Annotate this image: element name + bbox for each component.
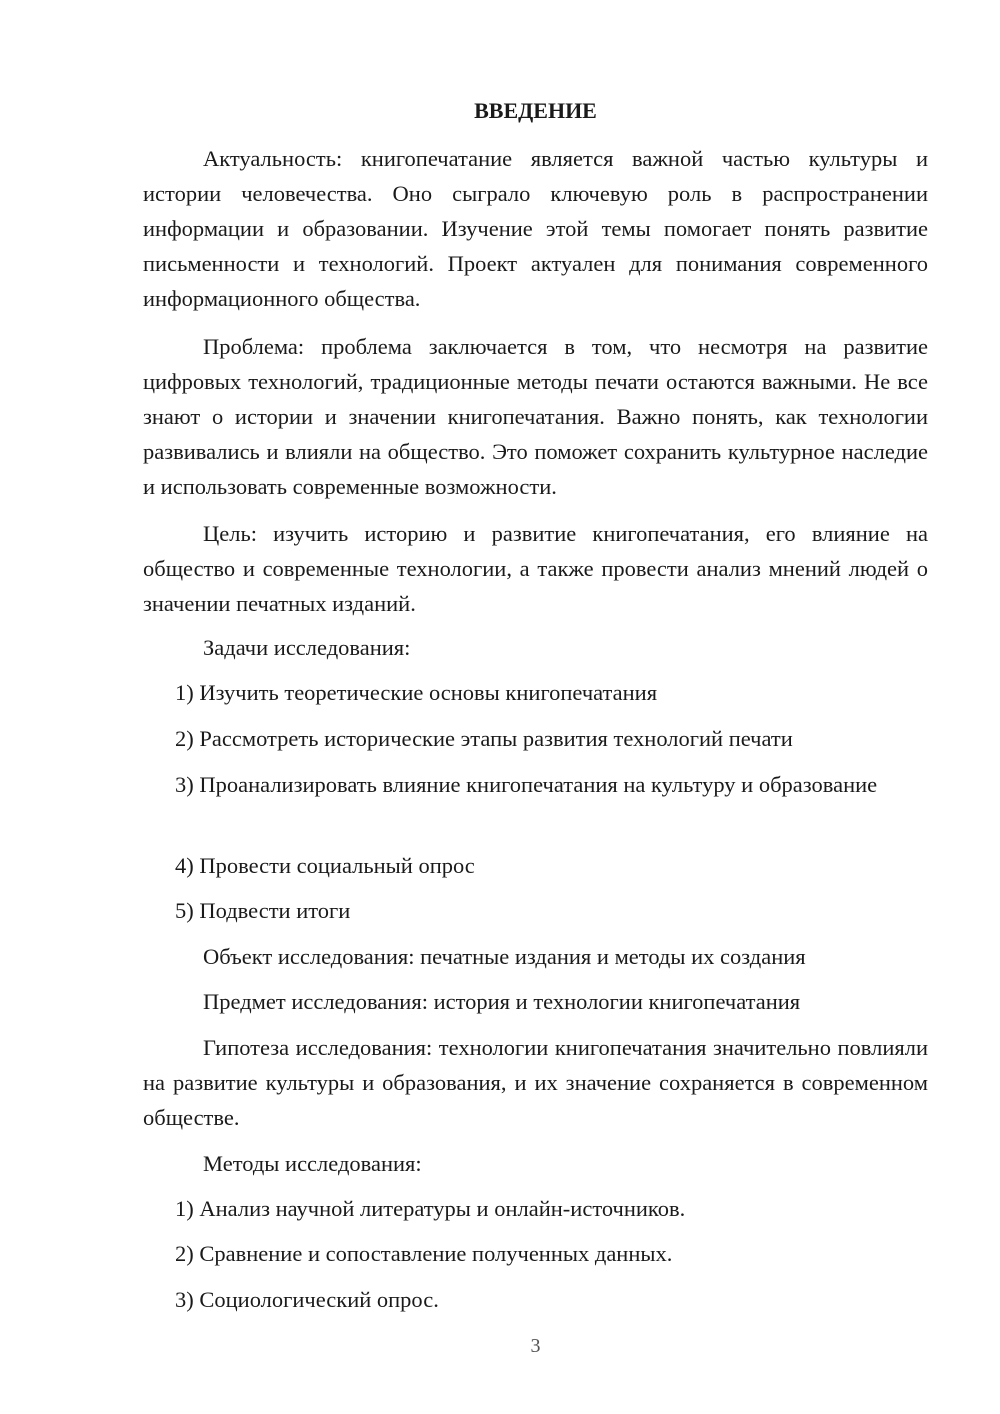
relevance-paragraph: Актуальность: книгопечатание является важной частью культуры и истории человечества. Оно сыграло ключевую роль в распространении информации и образовании. Изучение этой темы помогает понять развитие письменности и технологий. Проект актуален для понимания современного информационного общества. — [143, 146, 928, 311]
methods-heading: Методы исследования: — [203, 1151, 422, 1176]
task-item-2: 2) Рассмотреть исторические этапы развития технологий печати — [175, 726, 793, 751]
subject-paragraph: Предмет исследования: история и технологии книгопечатания — [203, 989, 801, 1014]
task-item-4: 4) Провести социальный опрос — [175, 853, 475, 878]
hypothesis-paragraph: Гипотеза исследования: технологии книгопечатания значительно повлияли на развитие культуры и образования, и их значение сохраняется в современном обществе. — [143, 1035, 928, 1130]
page-number: 3 — [530, 1335, 541, 1357]
page-title: ВВЕДЕНИЕ — [474, 98, 597, 123]
method-item-1: 1) Анализ научной литературы и онлайн-источников. — [175, 1196, 686, 1221]
task-item-3: 3) Проанализировать влияние книгопечатания на культуру и образование — [175, 772, 878, 797]
goal-paragraph: Цель: изучить историю и развитие книгопечатания, его влияние на общество и современные технологии, а также провести анализ мнений людей о значении печатных изданий. — [143, 521, 928, 616]
task-item-5: 5) Подвести итоги — [175, 898, 351, 923]
method-item-2: 2) Сравнение и сопоставление полученных данных. — [175, 1241, 673, 1266]
task-item-1: 1) Изучить теоретические основы книгопечатания — [175, 680, 658, 705]
document-page — [143, 0, 928, 1414]
object-paragraph: Объект исследования: печатные издания и методы их создания — [203, 944, 806, 969]
tasks-heading: Задачи исследования: — [203, 635, 411, 660]
method-item-3: 3) Социологический опрос. — [175, 1287, 439, 1312]
problem-paragraph: Проблема: проблема заключается в том, что несмотря на развитие цифровых технологий, традиционные методы печати остаются важными. Не все знают о истории и значении книгопечатания. Важно понять, как технологии развивались и влияли на общество. Это поможет сохранить культурное наследие и использовать современные возможности. — [143, 334, 928, 499]
